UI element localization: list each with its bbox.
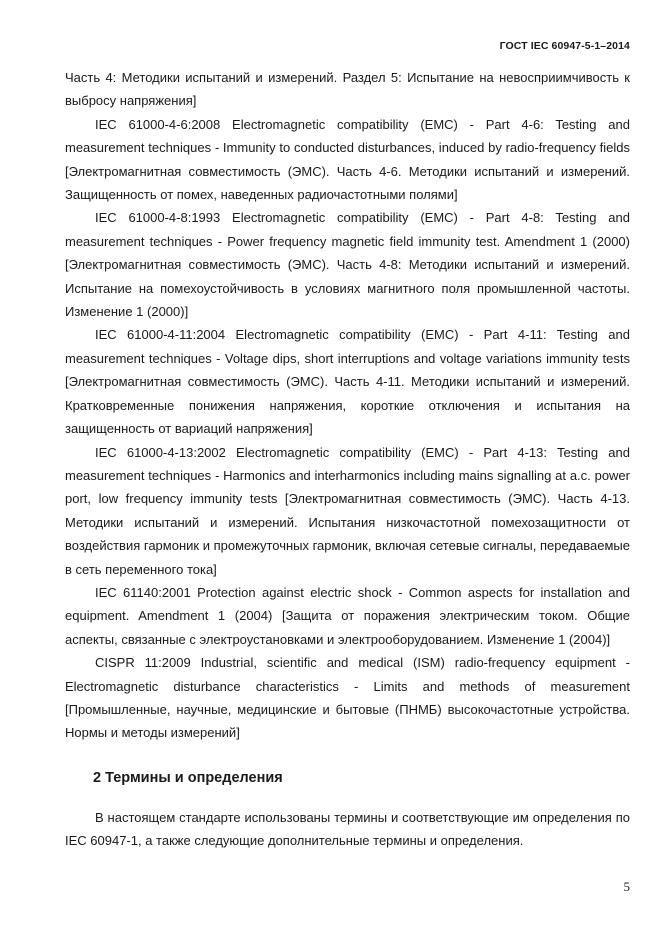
reference-iec-61000-4-8: IEC 61000-4-8:1993 Electromagnetic compatibility (EMC) - Part 4-8: Testing and measurement techniques - Power frequency magnetic field immunity test. Amendment 1 (2000) [Электромагнитная совместимость (ЭМС). Часть 4-8: Методики испытаний и измерений. Испытание на помехоустойчивость в условиях магнитного поля промышленной частоты. Изменение 1 (2000)] [65, 210, 630, 320]
document-code-header: ГОСТ IEC 60947-5-1–2014 [499, 40, 630, 52]
section-paragraph: В настоящем стандарте использованы термины и соответствующие им определения по IEC 60947-1, а также следующие дополнительные термины и определения. [65, 809, 630, 849]
reference-continuation: Часть 4: Методики испытаний и измерений. Раздел 5: Испытание на невосприимчивость к выбросу напряжения] [65, 70, 630, 109]
reference-cispr-11: CISPR 11:2009 Industrial, scientific and medical (ISM) radio-frequency equipment - Electromagnetic disturbance characteristics - Limits and methods of measurement [Промышленные, научные, медицинские и бытовые (ПНМБ) высокочастотные устройства. Нормы и методы измерений] [65, 655, 630, 741]
reference-iec-61140: IEC 61140:2001 Protection against electric shock - Common aspects for installation and equipment. Amendment 1 (2004) [Защита от поражения электрическим током. Общие аспекты, связанные с электроустановками и электрооборудованием. Изменение 1 (2004)] [65, 584, 630, 647]
document-body [65, 66, 630, 853]
reference-iec-61000-4-13: IEC 61000-4-13:2002 Electromagnetic compatibility (EMC) - Part 4-13: Testing and measurement techniques - Harmonics and interharmonics including mains signalling at a.c. power port, low frequency immunity tests [Электромагнитная совместимость (ЭМС). Часть 4-13. Методики испытаний и измерений. Испытания низкочастотной помехозащитности от воздействия гармоник и промежуточных гармоник, включая сетевые сигналы, передаваемые в сеть переменного тока] [65, 444, 630, 577]
reference-iec-61000-4-11: IEC 61000-4-11:2004 Electromagnetic compatibility (EMC) - Part 4-11: Testing and measurement techniques - Voltage dips, short interruptions and voltage variations immunity tests [Электромагнитная совместимость (ЭМС). Часть 4-11. Методики испытаний и измерений. Кратковременные понижения напряжения, короткие отключения и испытания на защищенность от вариаций напряжения] [65, 327, 630, 437]
page-number: 5 [623, 879, 630, 894]
reference-iec-61000-4-6: IEC 61000-4-6:2008 Electromagnetic compatibility (EMC) - Part 4-6: Testing and measurement techniques - Immunity to conducted disturbances, induced by radio-frequency fields [Электромагнитная совместимость (ЭМС). Часть 4-6. Методики испытаний и измерений. Защищенность от помех, наведенных радиочастотными полями] [65, 116, 630, 203]
section-heading: 2 Термины и определения [93, 769, 283, 786]
